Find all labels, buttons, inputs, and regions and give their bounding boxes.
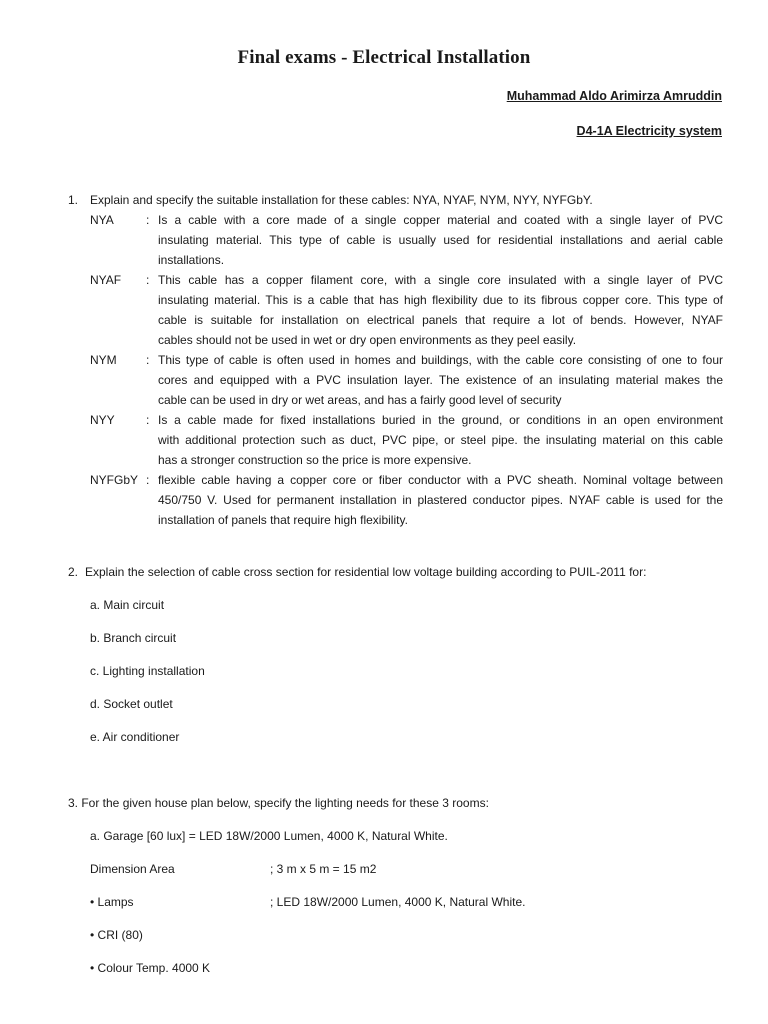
question-2-item: b. Branch circuit (90, 631, 177, 645)
question-1-text: Explain and specify the suitable installation for these cables: NYA, NYAF, NYM, NYY, NYFGbY. (90, 193, 593, 207)
author-name: Muhammad Aldo Arimirza Amruddin (506, 89, 722, 103)
description-line: This type of cable is often used in homes and buildings, with the cable core consisting of one to four (158, 353, 723, 367)
question-1-number: 1. (68, 193, 79, 207)
cable-definition-nym (90, 350, 723, 410)
description-line: has a stronger construction so the price is more expensive. (158, 453, 472, 467)
cable-definition-nyaf (90, 270, 723, 350)
garage-requirement: a. Garage [60 lux] = LED 18W/2000 Lumen, 4000 K, Natural White. (90, 829, 448, 843)
cable-term: NYFGbY (90, 473, 139, 487)
spec-label-lamps: • Lamps (90, 895, 134, 909)
description-line: with additional protection such as duct, PVC pipe, or steel pipe. the insulating material on this cable (158, 433, 723, 447)
cable-description (158, 410, 723, 470)
spec-label-cri: • CRI (80) (90, 928, 143, 942)
description-line: flexible cable having a copper core or fiber conductor with a PVC sheath. Nominal voltage between (158, 473, 723, 487)
question-2-text: Explain the selection of cable cross section for residential low voltage building according to PUIL-2011 for: (85, 565, 647, 579)
description-line: Is a cable with a core made of a single copper material and coated with a single layer of PVC (158, 213, 723, 227)
question-2-item: d. Socket outlet (90, 697, 173, 711)
cable-definition-nyy (90, 410, 723, 470)
description-line: This cable has a copper filament core, with a single core insulated with a single layer of PVC (158, 273, 723, 287)
description-line: Is a cable made for fixed installations buried in the ground, or conditions in an open environment (158, 413, 723, 427)
question-2-number: 2. (68, 565, 79, 579)
cable-colon: : (146, 413, 150, 427)
question-2 (68, 565, 646, 579)
cable-term: NYA (90, 213, 114, 227)
description-line: cores and equipped with a PVC insulation layer. The existence of an insulating material makes the (158, 373, 723, 387)
question-2-item: e. Air conditioner (90, 730, 180, 744)
cable-colon: : (146, 353, 150, 367)
question-2-item: a. Main circuit (90, 598, 165, 612)
cable-definition-nya (90, 210, 723, 270)
cable-term: NYM (90, 353, 117, 367)
class-name: D4-1A Electricity system (576, 124, 722, 138)
description-line: installations. (158, 253, 225, 267)
description-line: cables should not be used in wet or dry open environments as they peel easily. (158, 333, 577, 347)
question-1 (68, 193, 593, 207)
description-line: installation of panels that require high flexibility. (158, 513, 408, 527)
spec-label-colour-temp: • Colour Temp. 4000 K (90, 961, 211, 975)
cable-description (158, 270, 723, 350)
description-line: insulating material. This type of cable is usually used for residential installations and aerial cable (158, 233, 723, 247)
cable-colon: : (146, 273, 150, 287)
cable-colon: : (146, 473, 150, 487)
document-title: Final exams - Electrical Installation (237, 47, 531, 68)
description-line: cable is suitable for installation on electrical panels that require a lot of bends. However, NYAF (158, 313, 723, 327)
cable-description (158, 350, 723, 410)
description-line: 450/750 V. Used for permanent installation in plastered conductor pipes. NYAF cable is used for the (158, 493, 723, 507)
cable-colon: : (146, 213, 150, 227)
spec-value-lamps: ; LED 18W/2000 Lumen, 4000 K, Natural White. (270, 895, 526, 909)
question-2-item: c. Lighting installation (90, 664, 205, 678)
question-3-text: 3. For the given house plan below, specify the lighting needs for these 3 rooms: (68, 796, 489, 810)
cable-term: NYAF (90, 273, 122, 287)
cable-term: NYY (90, 413, 115, 427)
cable-definition-nyfgby (90, 470, 723, 530)
description-line: insulating material. This is a cable that has high flexibility due to its fibrous copper core. This type of (158, 293, 723, 307)
description-line: cable can be used in dry or wet areas, and has a fairly good level of security (158, 393, 562, 407)
cable-description (158, 210, 723, 270)
cable-description (158, 470, 723, 530)
spec-value-dimension: ; 3 m x 5 m = 15 m2 (270, 862, 377, 876)
spec-label-dimension: Dimension Area (90, 862, 175, 876)
